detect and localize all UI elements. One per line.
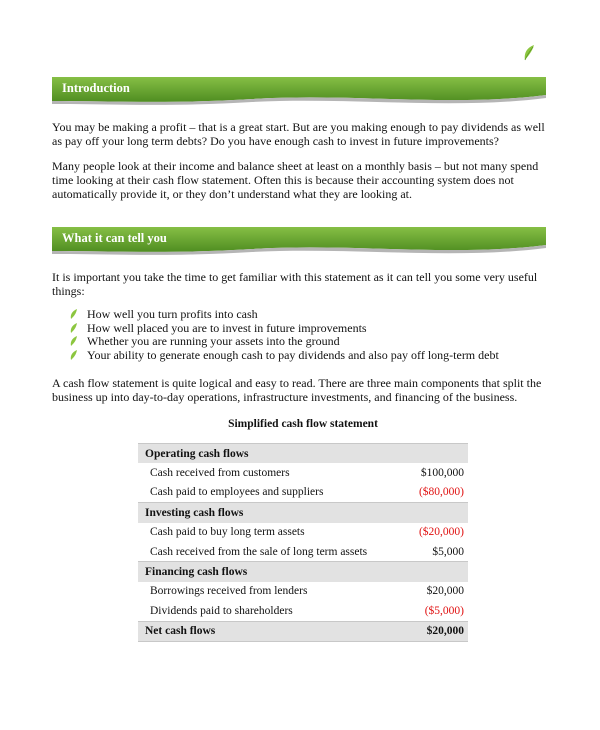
- row-label: Cash received from customers: [150, 467, 290, 480]
- list-item: [70, 335, 499, 349]
- row-amount: $100,000: [420, 467, 464, 480]
- tell-paragraph-1: It is important you take the time to get familiar with this statement as it can tell you some very useful things:: [52, 270, 538, 298]
- row-label: Cash paid to buy long term assets: [150, 526, 305, 539]
- cash-flow-table: [138, 443, 468, 642]
- list-item-text: How well you turn profits into cash: [87, 307, 258, 321]
- table-section-header: [138, 562, 468, 582]
- intro-paragraph-1: You may be making a profit – that is a great start. But are you making enough to pay dividends as well as pay off your long term debts? Do you have enough cash to invest in future improvements?: [52, 120, 545, 148]
- tell-paragraph-2: A cash flow statement is quite logical and easy to read. There are three main components that split the business up into day-to-day operations, infrastructure investments, and financing of the business.: [52, 376, 542, 404]
- table-total-row: [138, 621, 468, 641]
- list-item-text: Your ability to generate enough cash to pay dividends and also pay off long-term debt: [87, 347, 499, 362]
- financing-header: Financing cash flows: [138, 562, 468, 582]
- introduction-banner: [52, 77, 546, 101]
- list-item: [70, 349, 499, 363]
- investing-header: Investing cash flows: [138, 503, 468, 523]
- leaf-bullet-icon: [70, 309, 78, 320]
- table-row: [138, 463, 468, 482]
- row-amount: $5,000: [432, 545, 464, 558]
- table-row: [138, 483, 468, 503]
- list-item: [70, 322, 499, 336]
- total-amount: $20,000: [410, 621, 468, 641]
- row-label: Cash received from the sale of long term assets: [150, 545, 368, 558]
- row-label: Dividends paid to shareholders: [150, 604, 293, 617]
- row-amount: ($20,000): [418, 526, 464, 539]
- table-section-header: [138, 503, 468, 523]
- row-amount: ($5,000): [424, 604, 464, 617]
- operating-header: Operating cash flows: [138, 444, 468, 464]
- row-amount: $20,000: [426, 585, 464, 598]
- row-amount: ($80,000): [418, 486, 464, 499]
- total-label: Net cash flows: [138, 621, 410, 641]
- table-row: [138, 523, 468, 542]
- benefits-list: [70, 308, 499, 362]
- list-item-text: How well placed you are to invest in future improvements: [87, 320, 367, 335]
- table-row: [138, 542, 468, 562]
- what-it-can-tell-you-banner: [52, 227, 546, 251]
- row-label: Borrowings received from lenders: [150, 585, 308, 598]
- table-title: Simplified cash flow statement: [228, 418, 378, 430]
- leaf-bullet-icon: [70, 323, 78, 334]
- what-it-can-tell-you-title: What it can tell you: [62, 231, 167, 245]
- intro-paragraph-2: Many people look at their income and balance sheet at least on a monthly basis – but not many spend time looking at their cash flow statement. Often this is because their accounting system does not automatically provide it, or they don’t understand what they are looking at.: [52, 159, 539, 201]
- list-item-text: Whether you are running your assets into the ground: [87, 334, 340, 348]
- introduction-title: Introduction: [62, 81, 130, 95]
- row-label: Cash paid to employees and suppliers: [150, 486, 324, 499]
- table-section-header: [138, 444, 468, 464]
- table-row: [138, 601, 468, 621]
- leaf-bullet-icon: [70, 336, 78, 347]
- table-row: [138, 582, 468, 601]
- list-item: [70, 308, 499, 322]
- leaf-bullet-icon: [70, 350, 78, 361]
- leaf-logo-icon: [522, 44, 536, 62]
